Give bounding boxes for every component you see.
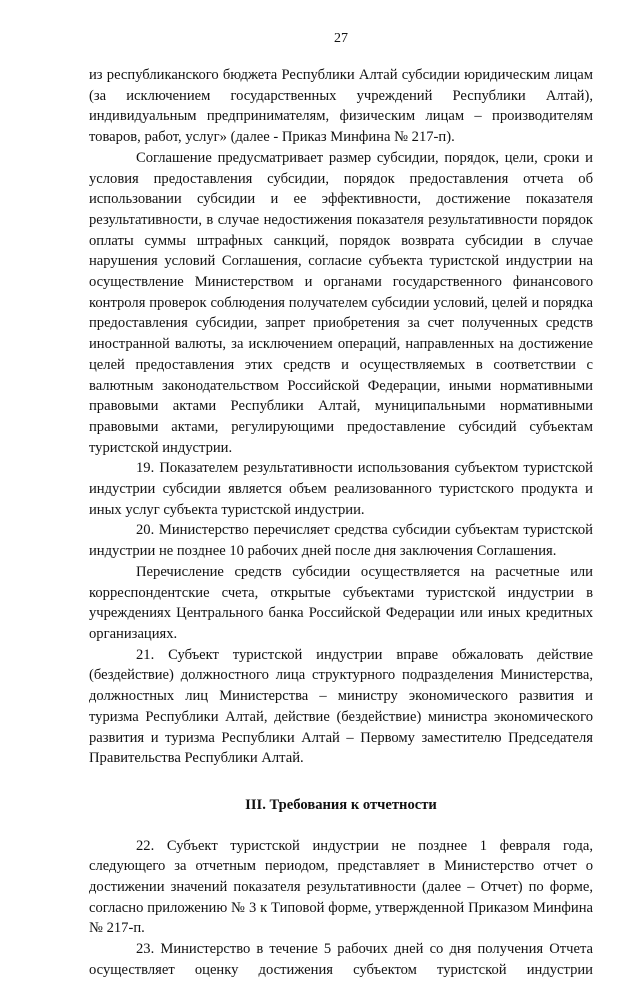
paragraph-clause-23: 23. Министерство в течение 5 рабочих дней со дня получения Отчета осуществляет оценку достижения субъектом туристской индустрии xyxy=(89,941,593,978)
paragraph-clause-19: 19. Показателем результативности использования субъектом туристской индустрии субсидии является объем реализованного туристского продукта и иных услуг субъекта туристской индустрии. xyxy=(89,460,593,518)
page-number: 27 xyxy=(334,31,348,46)
paragraph-transfer-accounts: Перечисление средств субсидии осуществляется на расчетные или корреспондентские счета, открытые субъектами туристской индустрии в учреждениях Центрального банка Российской Федерации или иных кредитных организациях. xyxy=(89,563,593,642)
section-heading: III. Требования к отчетности xyxy=(245,796,437,813)
document-page xyxy=(89,30,593,981)
paragraph-continuation: из республиканского бюджета Республики Алтай субсидии юридическим лицам (за исключением государственных учреждений Республики Алтай), индивидуальным предпринимателям, физическим лицам – производителям товаров, работ, услуг» (далее - Приказ Минфина № 217-п). xyxy=(89,67,593,146)
paragraph-agreement-terms: Соглашение предусматривает размер субсидии, порядок, цели, сроки и условия предоставления субсидии, порядок предоставления отчета об использовании субсидии и ее эффективности, достижение показателя результативности, в случае недостижения показателя результативности порядок оплаты суммы штрафных санкций, порядок возврата субсидии в случае нарушения условий Соглашения, согласие субъекта туристской индустрии на осуществление Министерством и органами государственного финансового контроля проверок соблюдения получателем субсидии условий, целей и порядка предоставления субсидии, запрет приобретения за счет полученных средств иностранной валюты, за исключением операций, направленных на достижение целей предоставления этих средств и осуществляемых в соответствии с валютным законодательством Российской Федерации, иными нормативными правовыми актами Республики Алтай, муниципальными нормативными правовыми актами, регулирующими предоставление субсидий субъектам туристской индустрии. xyxy=(89,149,593,456)
paragraph-clause-20: 20. Министерство перечисляет средства субсидии субъектам туристской индустрии не позднее 10 рабочих дней после дня заключения Соглашения. xyxy=(89,522,593,560)
paragraph-clause-22: 22. Субъект туристской индустрии не позднее 1 февраля года, следующего за отчетным периодом, представляет в Министерство отчет о достижении значений показателя результативности (далее – Отчет) по форме, согласно приложению № 3 к Типовой форме, утвержденной Приказом Минфина № 217-п. xyxy=(89,837,593,937)
paragraph-clause-21: 21. Субъект туристской индустрии вправе обжаловать действие (бездействие) должностного лица структурного подразделения Министерства, должностных лиц Министерства – министру экономического развития и туризма Республики Алтай, действие (бездействие) министра экономического развития и туризма Республики Алтай – Первому заместителю Председателя Правительства Республики Алтай. xyxy=(89,646,593,767)
